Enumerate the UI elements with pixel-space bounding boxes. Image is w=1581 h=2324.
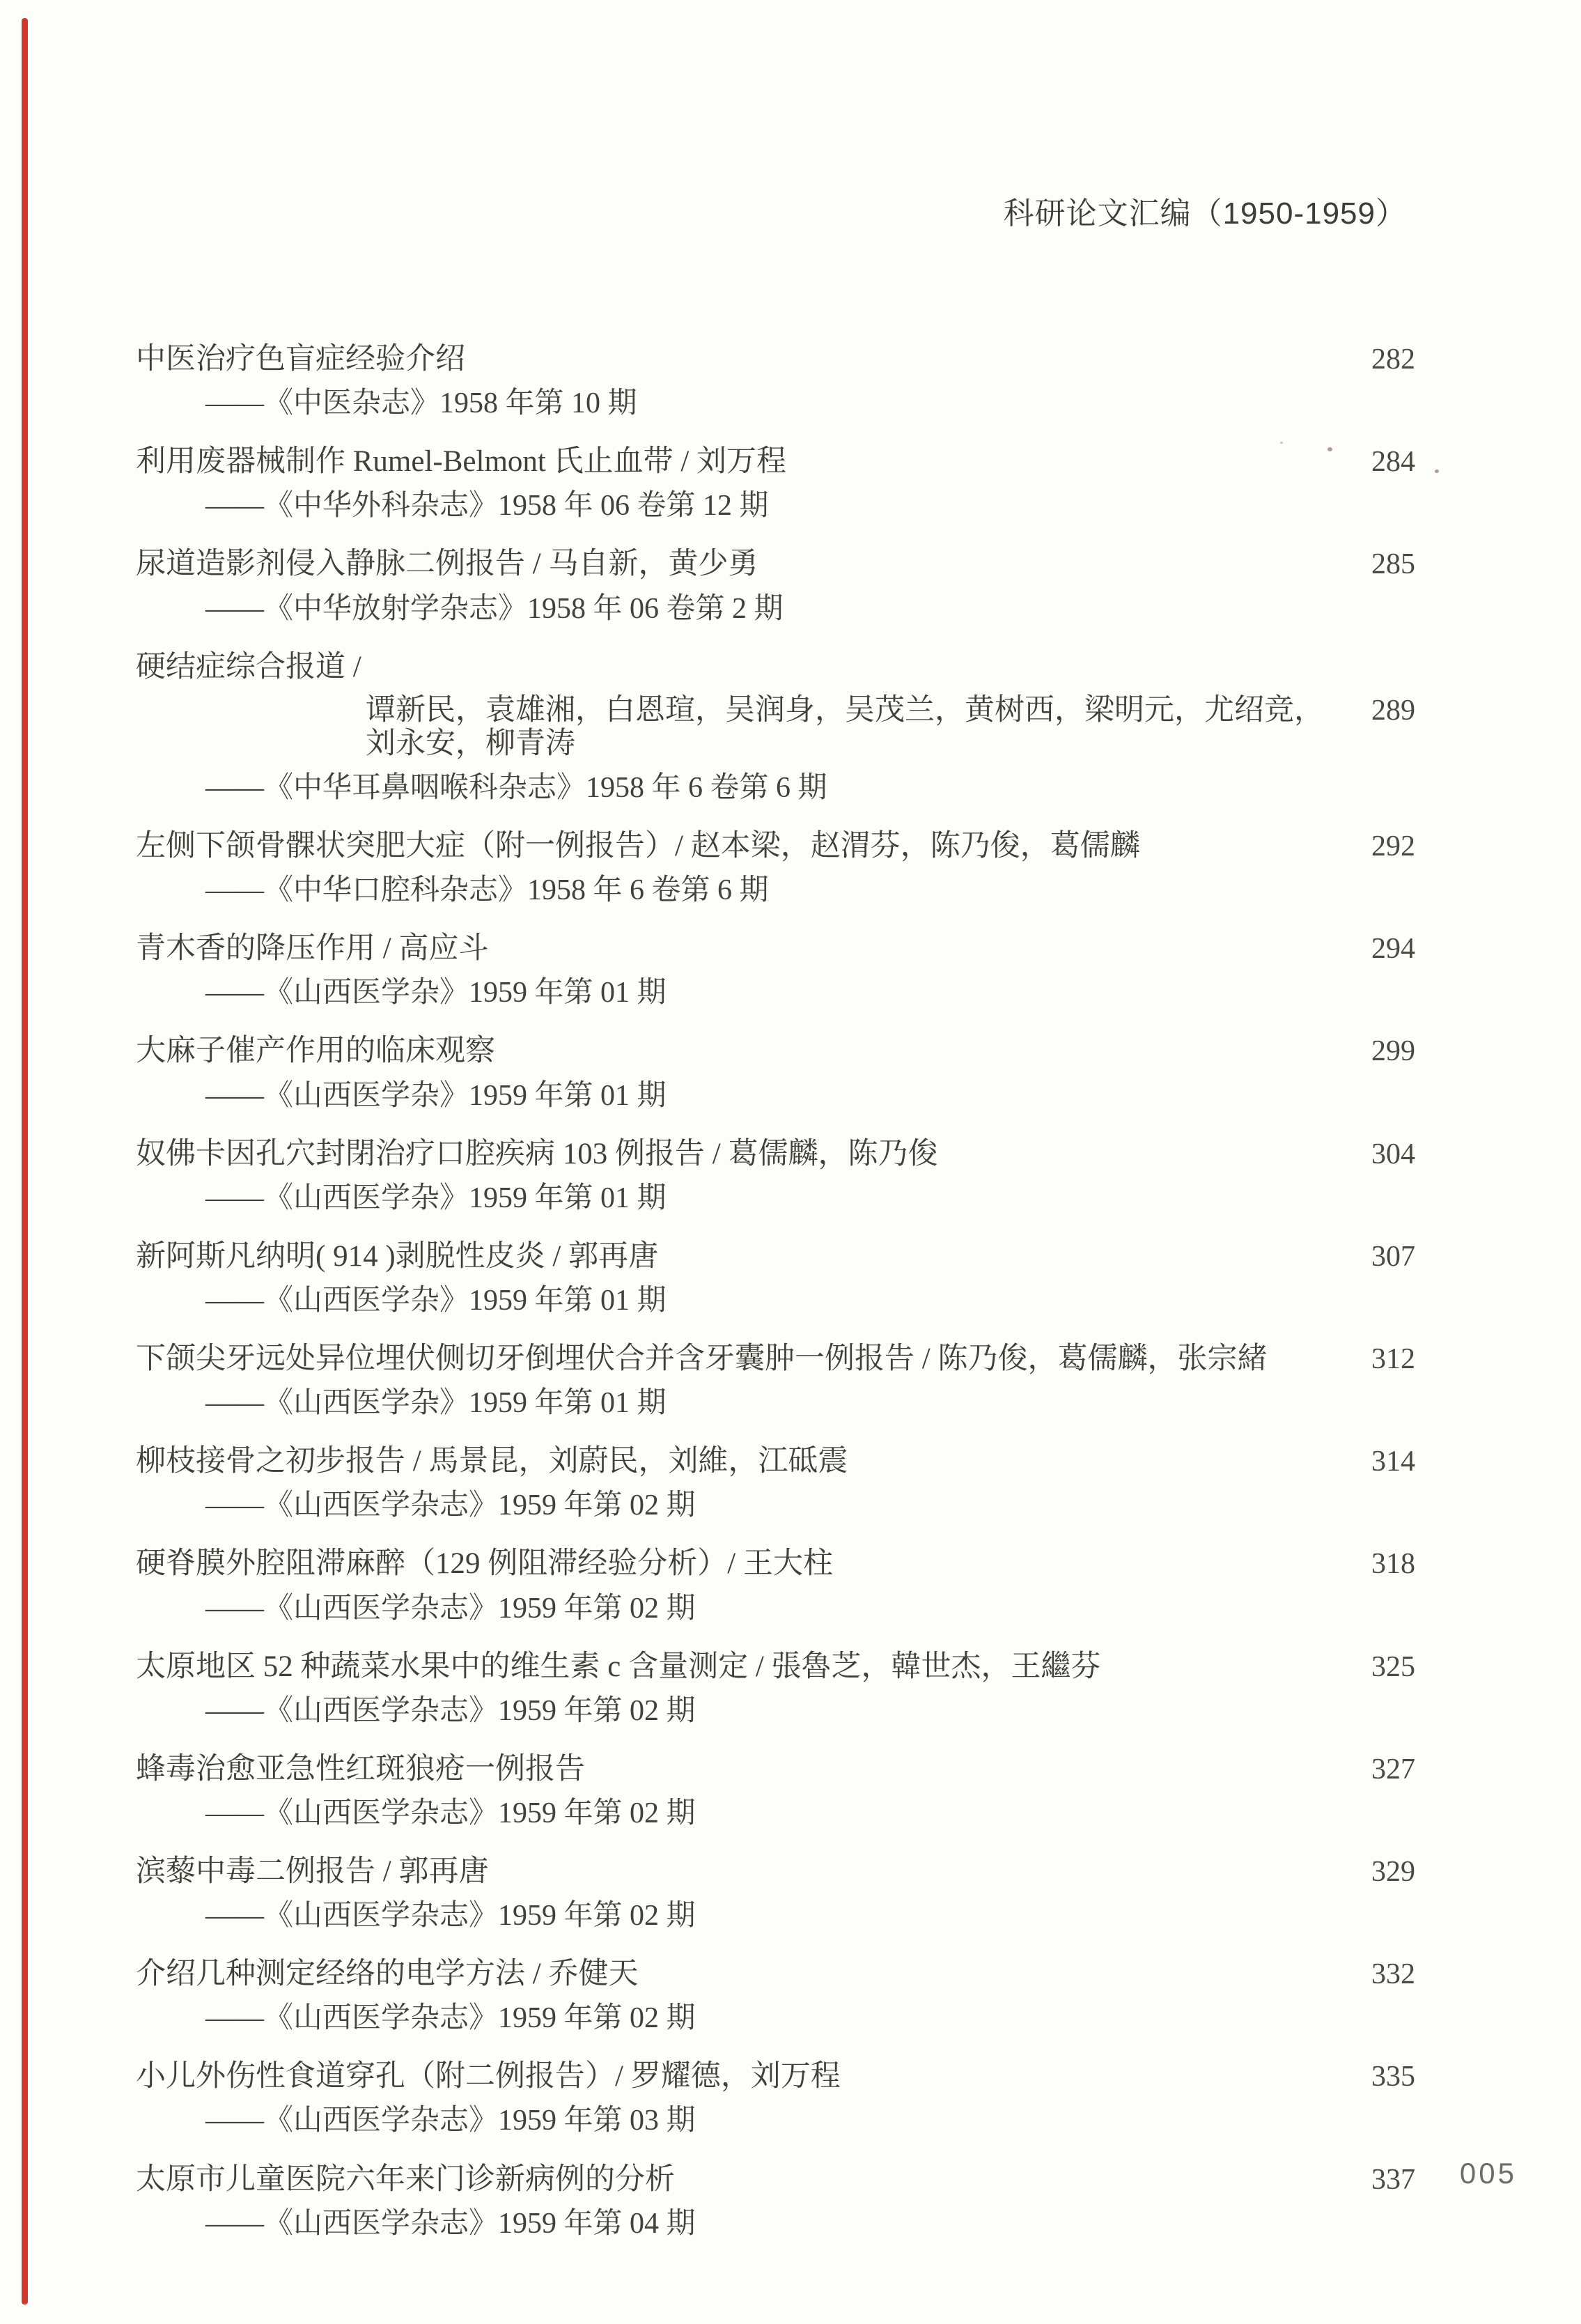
page-header-title: 科研论文汇编（1950-1959） xyxy=(1003,196,1407,231)
entry-source-line xyxy=(136,2105,1415,2137)
entry-source: ——《山西医学杂志》1959 年第 02 期 xyxy=(205,1797,696,1829)
entry-page-number: 327 xyxy=(1371,1753,1415,1785)
entry-page-number: 294 xyxy=(1371,933,1415,966)
entry-source-line xyxy=(136,772,1415,805)
toc-entry xyxy=(136,1342,1415,1420)
entry-page-number: 292 xyxy=(1371,830,1415,863)
scan-speck xyxy=(1327,447,1332,451)
entry-title-line xyxy=(136,830,1415,863)
entry-page-number: 285 xyxy=(1371,548,1415,581)
entry-title-line xyxy=(136,445,1415,479)
entry-page-number: 332 xyxy=(1371,1958,1415,1991)
entry-title-line xyxy=(136,1445,1415,1478)
entry-title: 蜂毒治愈亚急性红斑狼疮一例报告 xyxy=(136,1752,585,1785)
entry-title: 太原市儿童医院六年来门诊新病例的分析 xyxy=(136,2162,675,2196)
toc-entry xyxy=(136,1445,1415,1522)
entry-title: 奴佛卡因孔穴封閉治疗口腔疾病 103 例报告 / 葛儒麟，陈乃俊 xyxy=(136,1137,938,1170)
toc-entry xyxy=(136,1138,1415,1215)
entry-source: ——《山西医学杂》1959 年第 01 期 xyxy=(205,1387,667,1420)
entry-title: 下颌尖牙远处异位埋伏侧切牙倒埋伏合并含牙囊肿一例报告 / 陈乃俊，葛儒麟，张宗緒 xyxy=(136,1342,1268,1375)
entry-source: ——《山西医学杂》1959 年第 01 期 xyxy=(205,1079,667,1112)
entry-source-line xyxy=(136,1695,1415,1728)
entry-source-line xyxy=(136,1285,1415,1317)
entry-source: ——《山西医学杂》1959 年第 01 期 xyxy=(205,1182,667,1214)
entry-source-line xyxy=(136,1387,1415,1420)
entry-page-number: 307 xyxy=(1371,1240,1415,1273)
scan-speck xyxy=(1280,442,1283,444)
toc-entry xyxy=(136,830,1415,907)
entry-title-line xyxy=(136,2060,1415,2093)
entry-title: 小儿外伤性食道穿孔（附二例报告）/ 罗耀德，刘万程 xyxy=(136,2060,841,2093)
entry-page-number: 304 xyxy=(1371,1138,1415,1170)
entry-title-line xyxy=(136,932,1415,966)
entry-title: 中医治疗色盲症经验介绍 xyxy=(136,343,465,375)
entry-page-number: 335 xyxy=(1371,2061,1415,2093)
toc-entry xyxy=(136,2060,1415,2137)
entry-source-line xyxy=(136,1489,1415,1522)
entry-page-number: 325 xyxy=(1371,1650,1415,1683)
entry-source-line xyxy=(136,387,1415,420)
toc-entry xyxy=(136,548,1415,625)
entry-source-line xyxy=(136,1182,1415,1215)
entry-title-line xyxy=(136,1240,1415,1273)
entry-page-number: 318 xyxy=(1371,1548,1415,1581)
entry-source: ——《山西医学杂志》1959 年第 02 期 xyxy=(205,2002,696,2035)
entry-title-line xyxy=(136,1035,1415,1068)
entry-title: 左侧下颌骨髁状突肥大症（附一例报告）/ 赵本梁，赵渭芬，陈乃俊，葛儒麟 xyxy=(136,830,1140,863)
entry-source-line xyxy=(136,1593,1415,1625)
entry-source-line xyxy=(136,1900,1415,1932)
toc-entry xyxy=(136,1035,1415,1112)
entry-source: ——《中医杂志》1958 年第 10 期 xyxy=(205,387,637,420)
toc-entry xyxy=(136,445,1415,522)
entry-source-line xyxy=(136,977,1415,1009)
entry-source: ——《山西医学杂志》1959 年第 02 期 xyxy=(205,1900,696,1932)
entry-title-line xyxy=(136,651,1415,684)
entry-source-line xyxy=(136,1797,1415,1830)
entry-page-number: 312 xyxy=(1371,1343,1415,1375)
entry-source: ——《山西医学杂志》1959 年第 02 期 xyxy=(205,1489,696,1522)
entry-title: 太原地区 52 种蔬菜水果中的维生素 c 含量测定 / 張魯芝，韓世杰，王繼芬 xyxy=(136,1650,1101,1683)
entry-title: 滨藜中毒二例报告 / 郭再唐 xyxy=(136,1854,489,1888)
entry-page-number: 284 xyxy=(1371,446,1415,479)
toc-entry xyxy=(136,1958,1415,2035)
toc-entry xyxy=(136,1547,1415,1625)
entry-title-line xyxy=(136,2163,1415,2197)
entry-title: 利用废器械制作 Rumel-Belmont 氏止血带 / 刘万程 xyxy=(136,445,787,479)
entry-title: 大麻子催产作用的临床观察 xyxy=(136,1035,495,1068)
entry-title-line xyxy=(136,1855,1415,1889)
toc-entry xyxy=(136,1753,1415,1830)
scan-red-edge-line xyxy=(22,18,28,2304)
entry-title: 新阿斯凡纳明( 914 )剥脱性皮炎 / 郭再唐 xyxy=(136,1239,659,1273)
entry-source: ——《山西医学杂志》1959 年第 03 期 xyxy=(205,2105,696,2137)
entry-title-line xyxy=(136,1650,1415,1684)
entry-title-line xyxy=(136,548,1415,581)
entry-page-number: 282 xyxy=(1371,343,1415,375)
toc-entry xyxy=(136,651,1415,805)
toc-entry xyxy=(136,343,1415,420)
entry-title: 介绍几种测定经络的电学方法 / 乔健天 xyxy=(136,1958,639,1991)
entry-title-line xyxy=(136,1138,1415,1171)
entry-source: ——《山西医学杂》1959 年第 01 期 xyxy=(205,977,667,1009)
entry-page-number: 299 xyxy=(1371,1035,1415,1068)
entry-source: ——《山西医学杂志》1959 年第 04 期 xyxy=(205,2207,696,2240)
entry-source-line xyxy=(136,2208,1415,2240)
entry-page-number: 314 xyxy=(1371,1446,1415,1478)
entry-title-line xyxy=(136,1547,1415,1581)
entry-source: ——《山西医学杂志》1959 年第 02 期 xyxy=(205,1694,696,1727)
entry-title: 硬脊膜外腔阻滞麻醉（129 例阻滞经验分析）/ 王大柱 xyxy=(136,1547,833,1581)
entry-page-number: 289 xyxy=(1371,694,1415,727)
entry-page-number: 337 xyxy=(1371,2163,1415,2196)
scan-speck xyxy=(1435,470,1439,473)
entry-title: 柳枝接骨之初步报告 / 馬景昆，刘蔚民，刘維，江砥震 xyxy=(136,1445,848,1478)
entry-title-line xyxy=(136,1342,1415,1376)
folio-page-number: 005 xyxy=(1459,2157,1517,2190)
entry-title: 硬结症综合报道 / xyxy=(136,650,361,683)
entry-title-line xyxy=(136,343,1415,376)
entry-source: ——《中华口腔科杂志》1958 年 6 卷第 6 期 xyxy=(205,874,769,907)
toc-entry xyxy=(136,932,1415,1009)
entry-source-line xyxy=(136,2002,1415,2035)
entry-authors-line xyxy=(136,694,1415,761)
toc-entry xyxy=(136,1650,1415,1728)
entry-source: ——《中华外科杂志》1958 年 06 卷第 12 期 xyxy=(205,490,769,522)
entry-title: 尿道造影剂侵入静脉二例报告 / 马自新，黄少勇 xyxy=(136,548,758,581)
entry-source: ——《山西医学杂》1959 年第 01 期 xyxy=(205,1284,667,1317)
entry-source-line xyxy=(136,593,1415,626)
toc-entry xyxy=(136,1855,1415,1932)
entry-source: ——《山西医学杂志》1959 年第 02 期 xyxy=(205,1592,696,1625)
entry-source-line xyxy=(136,490,1415,522)
entry-title: 青木香的降压作用 / 高应斗 xyxy=(136,932,489,966)
entry-title-line xyxy=(136,1753,1415,1786)
entry-page-number: 329 xyxy=(1371,1855,1415,1888)
entry-title-line xyxy=(136,1958,1415,1991)
toc-list xyxy=(136,343,1415,2265)
entry-source-line xyxy=(136,1080,1415,1113)
entry-source: ——《中华放射学杂志》1958 年 06 卷第 2 期 xyxy=(205,592,784,625)
entry-authors: 谭新民，袁雄湘，白恩瑄，吴润身，吴茂兰，黄树西，梁明元，尤绍竞，刘永安，柳青涛 xyxy=(366,693,1324,760)
entry-source-line xyxy=(136,874,1415,907)
toc-entry xyxy=(136,1240,1415,1317)
toc-entry xyxy=(136,2163,1415,2240)
entry-source: ——《中华耳鼻咽喉科杂志》1958 年 6 卷第 6 期 xyxy=(205,772,827,805)
